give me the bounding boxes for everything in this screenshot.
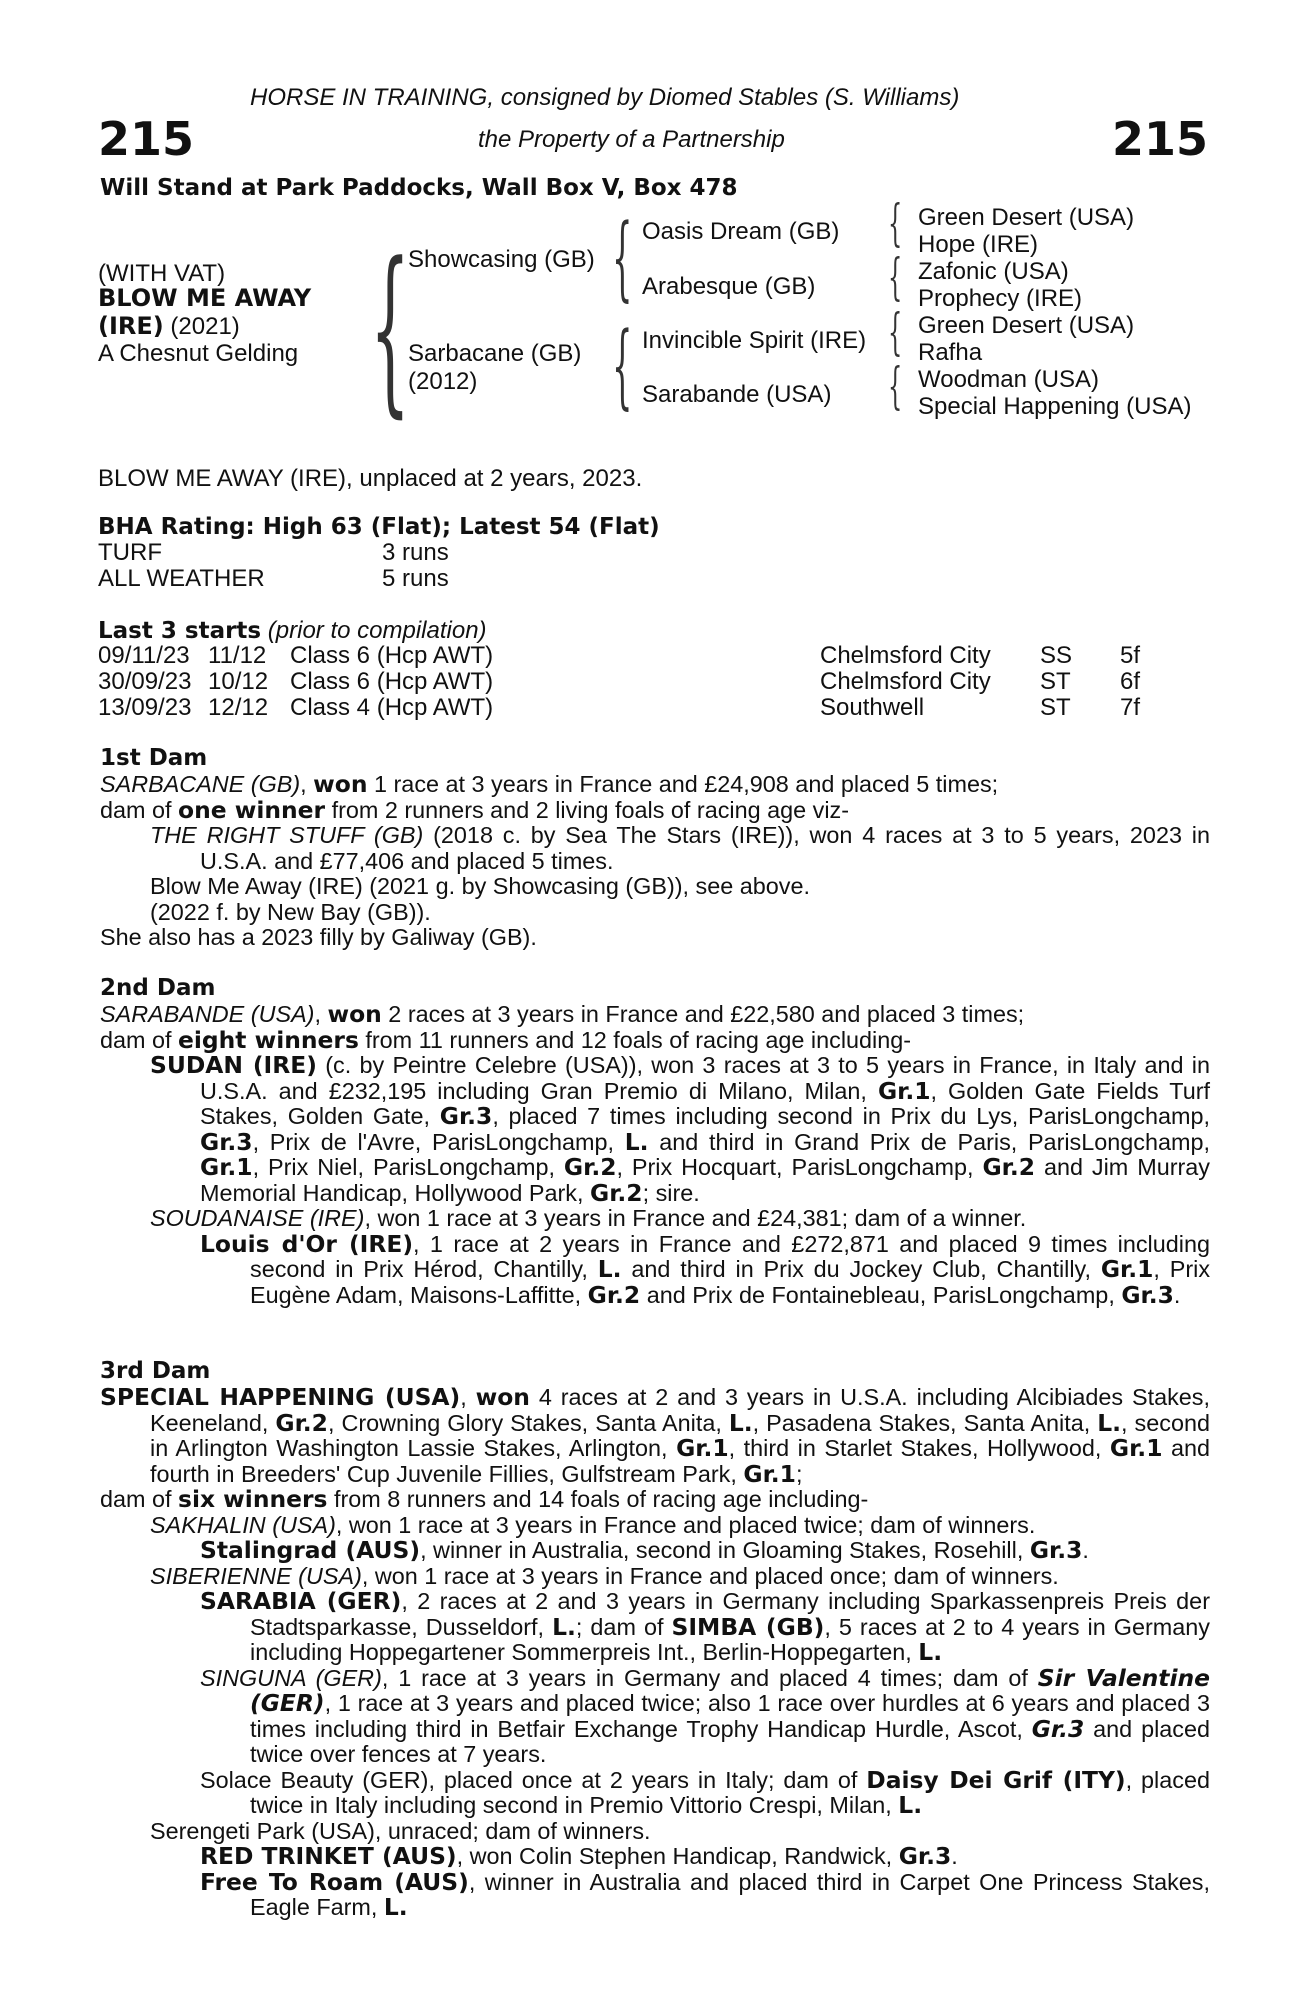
third-dam-produce-summary: dam of six winners from 8 runners and 14 foals of racing age including- xyxy=(100,1485,869,1513)
pedigree-dam-year: (2012) xyxy=(408,368,478,395)
produce-entry: Blow Me Away (IRE) (2021 g. by Showcasing (GB)), see above. xyxy=(150,873,810,899)
first-dam-race-record: SARBACANE (GB), won 1 race at 3 years in France and £24,908 and placed 5 times; xyxy=(100,770,999,798)
consignor-line: HORSE IN TRAINING, consigned by Diomed Stables (S. Williams) xyxy=(250,84,960,111)
rating-row-aw-runs: 5 runs xyxy=(382,565,449,592)
pedigree-brace-gs1: { xyxy=(888,194,903,252)
produce-entry: SINGUNA (GER), 1 race at 3 years in Germany and placed 4 times; dam of Sir Valentine (GER), 1 race at 3 years and placed twice; also 1 race over hurdles at 6 years and placed 3 times including third in Betfair Exchange Trophy Handicap Hurdle, Ascot, Gr.3 and placed twice over fences at 7 years. xyxy=(200,1663,1210,1767)
pedigree-brace-gs2: { xyxy=(888,303,903,361)
third-dam-heading: 3rd Dam xyxy=(100,1358,211,1384)
lot-number-right: 215 xyxy=(1112,112,1209,166)
start-distance: 6f xyxy=(1120,668,1141,695)
pedigree-ggs-1: Green Desert (USA) xyxy=(918,204,1135,231)
pedigree-brace-main: { xyxy=(370,225,411,434)
pedigree-sire: Showcasing (GB) xyxy=(408,246,595,273)
first-dam-section xyxy=(100,745,1210,951)
last-starts-title: Last 3 starts (prior to compilation) xyxy=(98,617,487,644)
rating-row-aw: ALL WEATHER xyxy=(98,565,265,592)
bha-rating: BHA Rating: High 63 (Flat); Latest 54 (Flat) xyxy=(98,514,660,540)
produce-entry: Louis d'Or (IRE), 1 race at 2 years in France and £272,871 and placed 9 times including second in Prix Hérod, Chantilly, L. and third in Prix du Jockey Club, Chantilly, Gr.1, Prix Eugène Adam, Maisons-Laffitte, Gr.2 and Prix de Fontainebleau, ParisLongchamp, Gr.3. xyxy=(200,1229,1211,1309)
stable-location: Will Stand at Park Paddocks, Wall Box V, Box 478 xyxy=(100,175,738,201)
pedigree-grandsire-2: Invincible Spirit (IRE) xyxy=(642,327,867,354)
horse-name: BLOW ME AWAY xyxy=(98,284,312,312)
start-going: ST xyxy=(1040,668,1071,695)
pedigree-ggs-3: Green Desert (USA) xyxy=(918,312,1135,339)
start-going: SS xyxy=(1040,642,1073,669)
pedigree-brace-gd2: { xyxy=(888,357,903,415)
second-dam-race-record: SARABANDE (USA), won 2 races at 3 years in France and £22,580 and placed 3 times; xyxy=(100,1000,1025,1028)
start-going: ST xyxy=(1040,694,1071,721)
produce-entry: (2022 f. by New Bay (GB)). xyxy=(150,898,431,925)
start-position: 11/12 xyxy=(208,642,267,669)
pedigree-ggd-2: Prophecy (IRE) xyxy=(918,285,1083,312)
produce-entry: THE RIGHT STUFF (GB) (2018 c. by Sea The Stars (IRE)), won 4 races at 3 to 5 years, 2023 in U.S.A. and £77,406 and placed 5 times. xyxy=(150,822,1210,874)
produce-entry: SAKHALIN (USA), won 1 race at 3 years in France and placed twice; dam of winners. xyxy=(150,1511,1036,1538)
pedigree-ggs-2: Zafonic (USA) xyxy=(918,258,1069,285)
produce-entry: SOUDANAISE (IRE), won 1 race at 3 years in France and £24,381; dam of a winner. xyxy=(150,1205,1027,1231)
start-date: 09/11/23 xyxy=(98,642,190,669)
pedigree-grandsire-1: Oasis Dream (GB) xyxy=(642,218,840,245)
first-dam-produce-summary: dam of one winner from 2 runners and 2 living foals of racing age viz- xyxy=(100,795,850,824)
lot-number-left: 215 xyxy=(98,112,195,166)
start-course: Chelmsford City xyxy=(820,668,991,695)
produce-entry: SIBERIENNE (USA), won 1 race at 3 years in France and placed once; dam of winners. xyxy=(150,1562,1059,1589)
start-class: Class 6 (Hcp AWT) xyxy=(290,642,494,669)
rating-row-turf-runs: 3 runs xyxy=(382,539,449,566)
start-distance: 7f xyxy=(1120,694,1141,721)
produce-entry: RED TRINKET (AUS), won Colin Stephen Handicap, Randwick, Gr.3. xyxy=(200,1842,958,1870)
race-summary: BLOW ME AWAY (IRE), unplaced at 2 years, 2023. xyxy=(98,465,643,492)
pedigree-brace-sire: { xyxy=(612,204,633,311)
pedigree-brace-gd1: { xyxy=(888,248,903,306)
first-dam-heading: 1st Dam xyxy=(100,745,208,771)
pedigree-ggd-3: Rafha xyxy=(918,339,983,366)
pedigree-brace-dam: { xyxy=(612,312,633,419)
third-dam-section xyxy=(100,1358,1210,1921)
start-position: 12/12 xyxy=(208,694,269,721)
pedigree-granddam-1: Arabesque (GB) xyxy=(642,273,816,300)
start-class: Class 6 (Hcp AWT) xyxy=(290,668,494,695)
produce-entry: Serengeti Park (USA), unraced; dam of winners. xyxy=(150,1817,651,1844)
start-date: 13/09/23 xyxy=(98,694,192,721)
start-date: 30/09/23 xyxy=(98,668,192,695)
start-course: Southwell xyxy=(820,694,925,721)
first-dam-note: She also has a 2023 filly by Galiway (GB). xyxy=(100,924,537,950)
start-class: Class 4 (Hcp AWT) xyxy=(290,694,494,721)
start-distance: 5f xyxy=(1120,642,1141,669)
second-dam-heading: 2nd Dam xyxy=(100,975,216,1001)
vat-note: (WITH VAT) xyxy=(98,260,226,287)
property-line: the Property of a Partnership xyxy=(478,126,785,153)
produce-entry: SUDAN (IRE) (c. by Peintre Celebre (USA)), won 3 races at 3 to 5 years in France, in Italy and in U.S.A. and £232,195 including Gran Premio di Milano, Milan, Gr.1, Golden Gate Fields Turf Stakes, Golden Gate, Gr.3, placed 7 times including second in Prix du Lys, ParisLongchamp, Gr.3, Prix de l'Avre, ParisLongchamp, L. and third in Grand Prix de Paris, ParisLongchamp, Gr.1, Prix Niel, ParisLongchamp, Gr.2, Prix Hocquart, ParisLongchamp, Gr.2 and Jim Murray Memorial Handicap, Hollywood Park, Gr.2; sire. xyxy=(150,1051,1210,1207)
produce-entry: Solace Beauty (GER), placed once at 2 years in Italy; dam of Daisy Dei Grif (ITY), placed twice in Italy including second in Premio Vittorio Crespi, Milan, L. xyxy=(200,1765,1210,1819)
start-position: 10/12 xyxy=(208,668,269,695)
horse-name-suffix: (IRE) (2021) xyxy=(98,312,240,340)
third-dam-race-record: SPECIAL HAPPENING (USA), won 4 races at 2 and 3 years in U.S.A. including Alcibiades Stakes, Keeneland, Gr.2, Crowning Glory Stakes, Santa Anita, L., Pasadena Stakes, Santa Anita, L., second in Arlington Washington Lassie Stakes, Arlington, Gr.1, third in Starlet Stakes, Hollywood, Gr.1 and fourth in Breeders' Cup Juvenile Fillies, Gulfstream Park, Gr.1; xyxy=(100,1383,1211,1488)
start-course: Chelmsford City xyxy=(820,642,991,669)
pedigree-ggs-4: Woodman (USA) xyxy=(918,366,1099,393)
pedigree-dam: Sarbacane (GB) xyxy=(408,340,582,367)
produce-entry: Stalingrad (AUS), winner in Australia, second in Gloaming Stakes, Rosehill, Gr.3. xyxy=(200,1536,1089,1564)
rating-row-turf: TURF xyxy=(98,539,162,566)
second-dam-section xyxy=(100,975,1210,1308)
produce-entry: Free To Roam (AUS), winner in Australia and placed third in Carpet One Princess Stakes, Eagle Farm, L. xyxy=(200,1867,1210,1921)
pedigree-ggd-1: Hope (IRE) xyxy=(918,231,1039,258)
horse-description: A Chesnut Gelding xyxy=(98,340,299,367)
produce-entry: SARABIA (GER), 2 races at 2 and 3 years in Germany including Sparkassenpreis Preis der Stadtsparkasse, Dusseldorf, L.; dam of SIMBA (GB), 5 races at 2 to 4 years in Germany including Hoppegartener Sommerpreis Int., Berlin-Hoppegarten, L. xyxy=(200,1587,1210,1666)
pedigree-granddam-2: Sarabande (USA) xyxy=(642,381,832,408)
pedigree-ggd-4: Special Happening (USA) xyxy=(918,393,1192,420)
second-dam-produce-summary: dam of eight winners from 11 runners and 12 foals of racing age including- xyxy=(100,1025,912,1054)
